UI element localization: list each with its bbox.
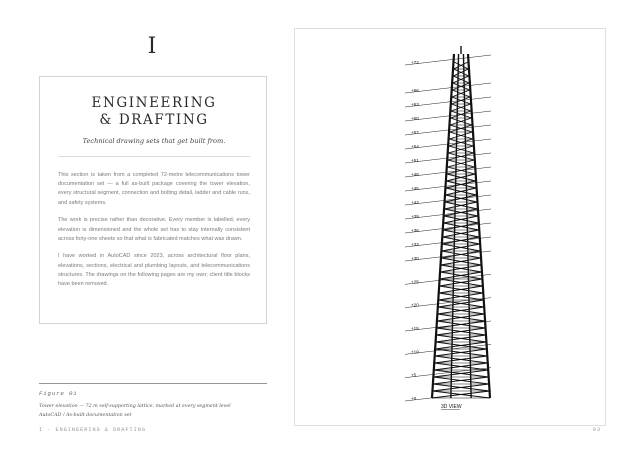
elevation-label: +36 — [411, 228, 419, 233]
figure-divider — [39, 383, 267, 384]
section-title-line-1: ENGINEERING — [91, 95, 217, 111]
elevation-label: +30 — [411, 256, 419, 261]
running-footer: I · ENGINEERING & DRAFTING — [39, 427, 146, 433]
section-title-line-2: & DRAFTING — [99, 112, 209, 128]
section-intro-card — [39, 76, 267, 324]
view-label: 3D VIEW — [441, 404, 462, 410]
section-title — [40, 95, 268, 129]
body-paragraph: The work is precise rather than decorative. Every member is labelled, every elevation is dimensioned and the whole set has to stay internally consistent across forty-one sheets so that what is fabricated matches what was drawn. — [58, 217, 250, 242]
section-subtitle: Technical drawing sets that get built from. — [82, 137, 226, 145]
elevation-label: +25 — [411, 279, 419, 285]
body-paragraph: This section is taken from a completed 72-metre telecommunications tower documentation set — a full as-built package covering the tower elevation, every structural segment, connection and bolting detail, ladder and cable runs, and safety systems. — [58, 172, 250, 206]
elevation-label: +5 — [411, 372, 417, 378]
elevation-line — [405, 368, 491, 378]
page-number: 03 — [592, 427, 601, 433]
section-body — [58, 171, 250, 298]
elevation-label: +45 — [411, 186, 419, 191]
elevation-label: +10 — [411, 349, 419, 355]
figure-caption-line-1: Tower elevation — 72 m self-supporting lattice, marked at every segment level — [39, 404, 231, 409]
tower-leg — [432, 54, 454, 398]
chapter-numeral: I — [147, 34, 157, 59]
elevation-label: +39 — [411, 214, 419, 219]
card-divider — [58, 156, 250, 157]
elevation-label: +20 — [411, 302, 419, 308]
elevation-label: +72 — [411, 60, 419, 65]
elevation-label: +57 — [411, 130, 419, 135]
body-paragraph: I have worked in AutoCAD since 2023, across architectural floor plans, elevations, sections, electrical and plumbing layouts, and telecommunications structures. The drawings on the following pages are my own; client title blocks have been removed. — [58, 253, 250, 288]
elevation-label: +0 — [411, 396, 417, 401]
elevation-label: +54 — [411, 144, 419, 149]
elevation-label: +51 — [411, 158, 419, 163]
tower-drawing-svg — [295, 29, 607, 427]
figure-caption — [39, 403, 269, 420]
elevation-label: +63 — [411, 102, 419, 107]
figure-label: Figure 01 — [39, 390, 78, 397]
tower-elevation-drawing — [294, 28, 606, 426]
elevation-label: +60 — [411, 116, 419, 121]
elevation-label: +33 — [411, 242, 419, 247]
elevation-label: +48 — [411, 172, 419, 177]
figure-caption-line-2: AutoCAD / As-built documentation set — [39, 412, 132, 418]
elevation-label: +42 — [411, 200, 419, 205]
elevation-label: +66 — [411, 88, 419, 93]
elevation-label: +15 — [411, 326, 419, 331]
